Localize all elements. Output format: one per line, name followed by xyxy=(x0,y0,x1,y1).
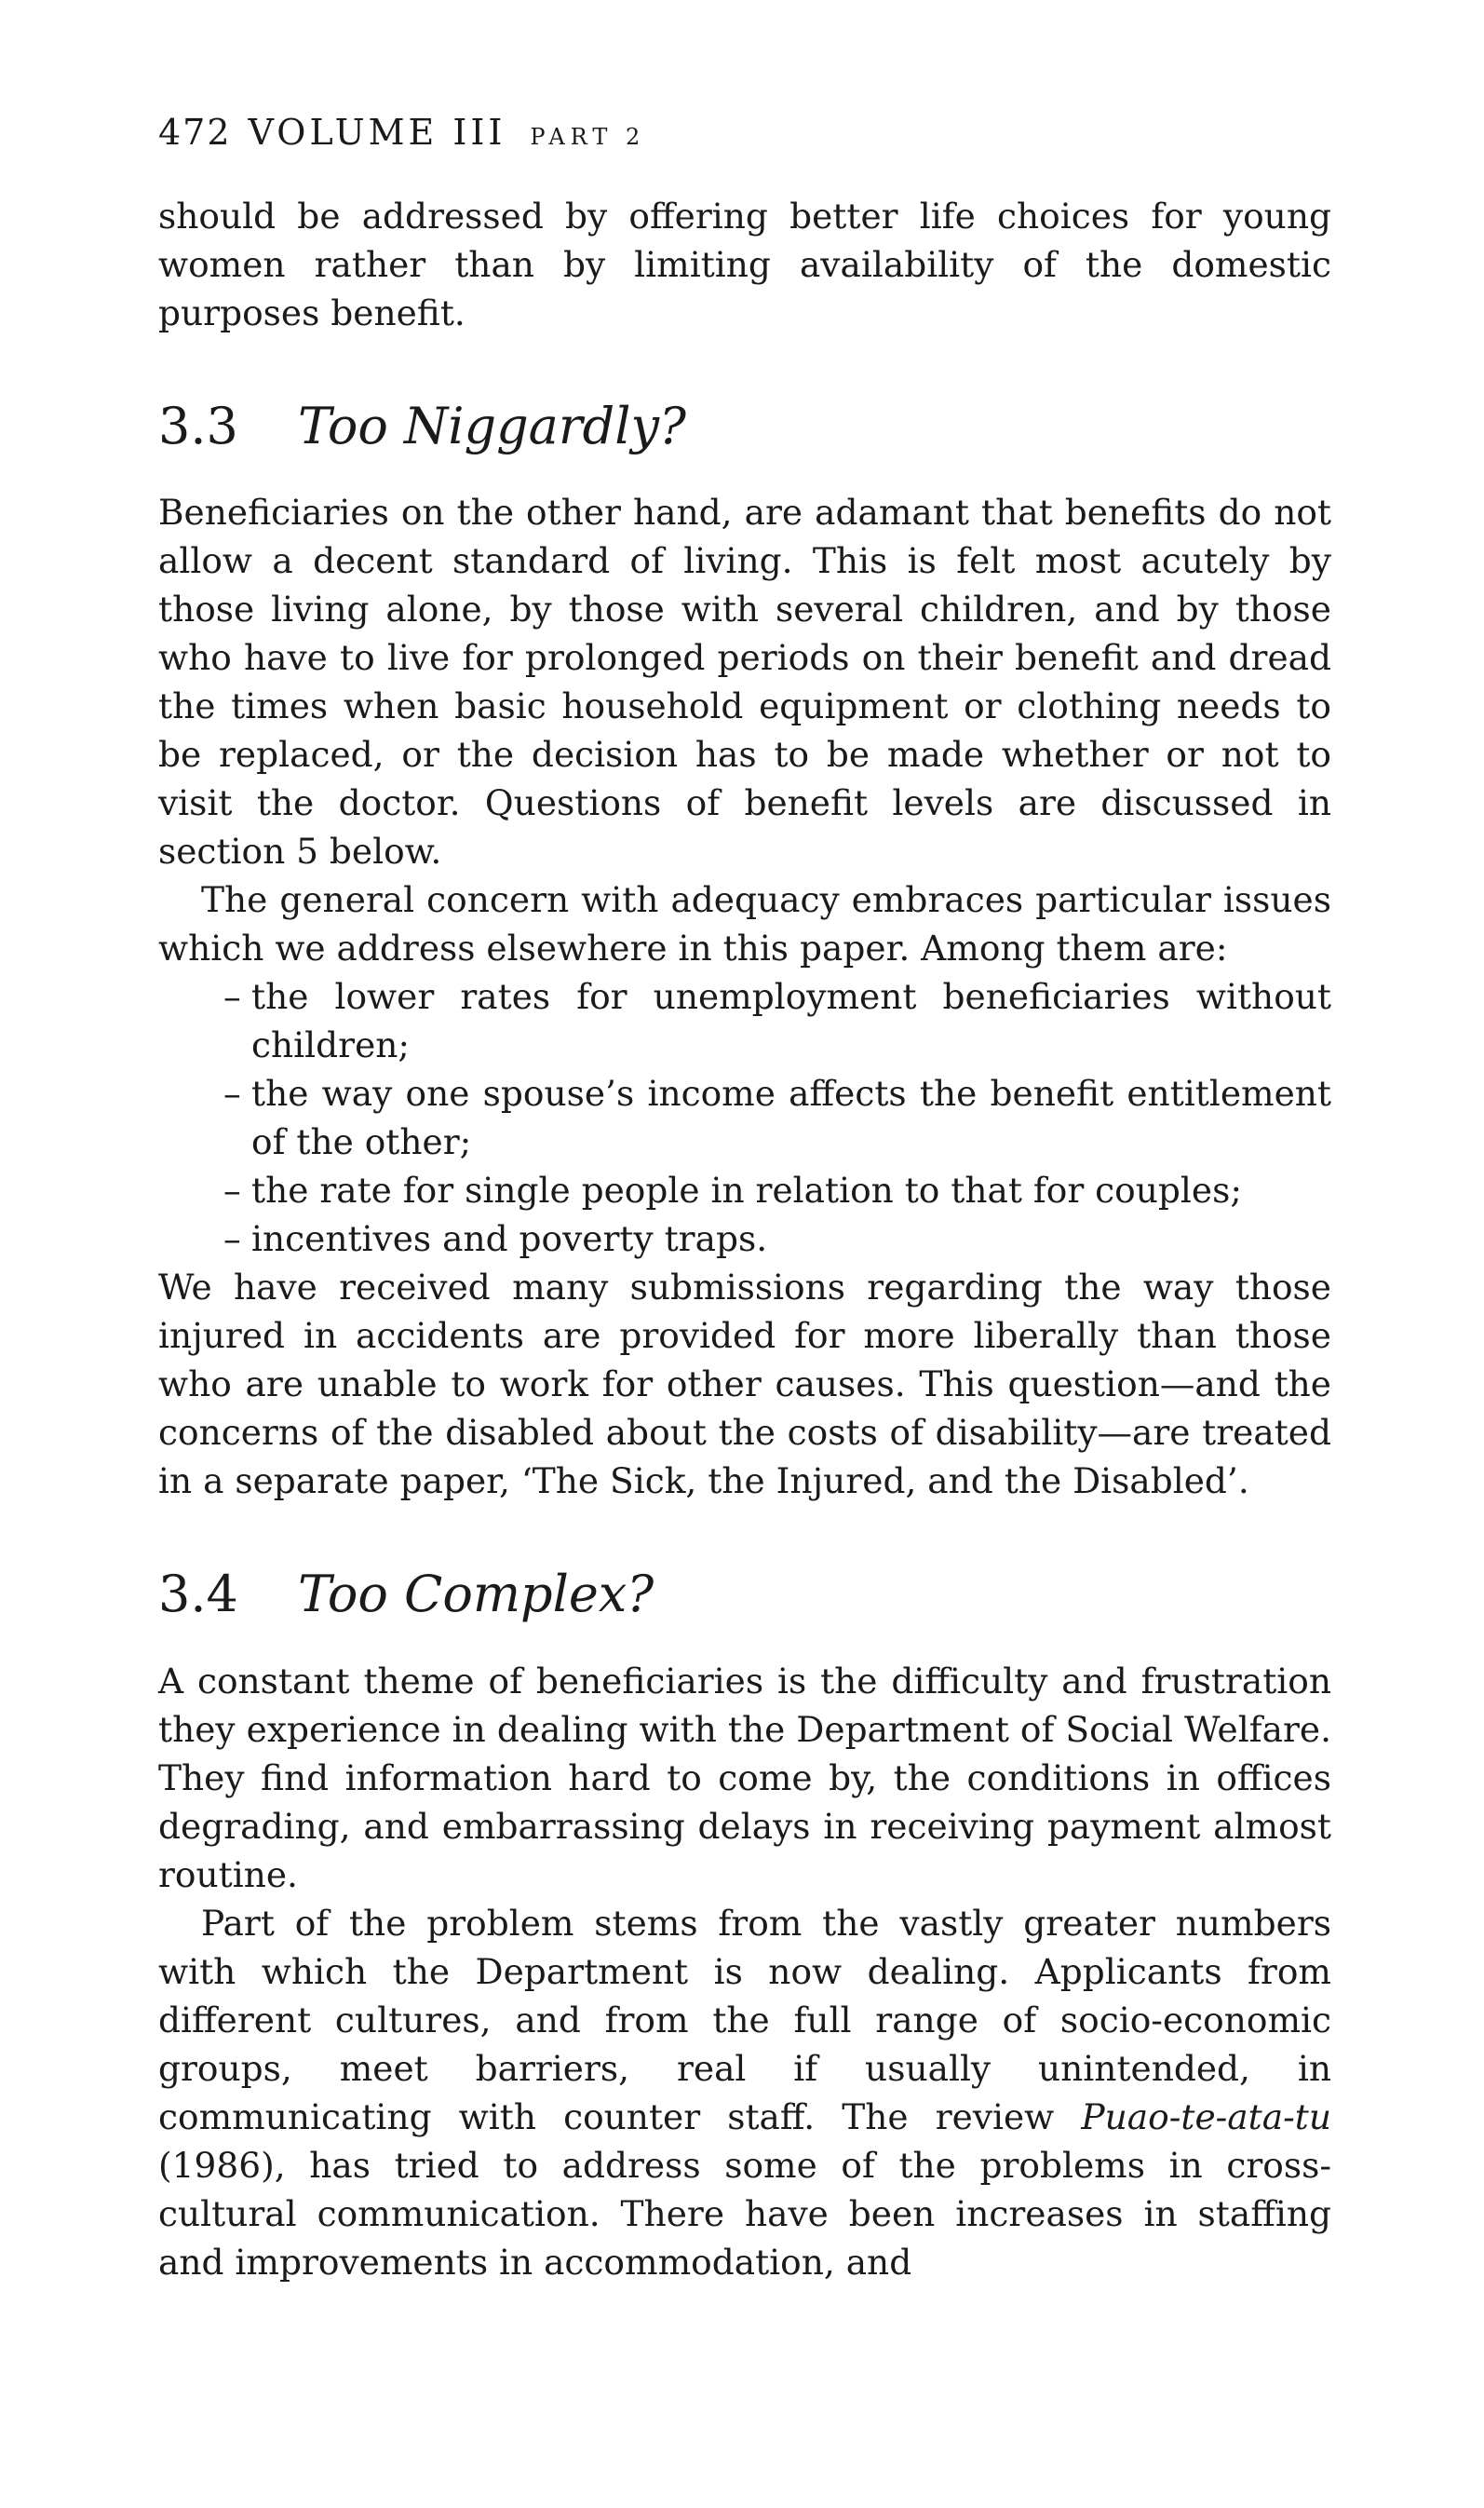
list-item: – the way one spouse’s income affects the benefit entitlement of the other; xyxy=(223,1069,1331,1166)
adequacy-issues-list xyxy=(158,972,1331,1263)
section-3-4-paragraph-2 xyxy=(158,1899,1331,2286)
list-item: – incentives and poverty traps. xyxy=(223,1214,1331,1263)
document-page xyxy=(158,112,1331,2286)
section-3-4-heading xyxy=(158,1565,1331,1625)
list-item: – the lower rates for unemployment beneficiaries without children; xyxy=(223,972,1331,1069)
section-3-3-heading xyxy=(158,397,1331,457)
paragraph-text: (1986), has tried to address some of the problems in cross-cultural communication. There have been increases in staffing and improvements in accommodation, and xyxy=(158,2145,1331,2284)
section-title: Too Complex? xyxy=(298,1565,654,1624)
review-title: Puao-te-ata-tu xyxy=(1081,2096,1331,2138)
section-3-4-paragraph-1: A constant theme of beneficiaries is the difficulty and frustration they experience in dealing with the Department of Social Welfare. They find information hard to come by, the conditions in offices degrading, and embarrassing delays in receiving payment almost routine. xyxy=(158,1661,1331,1896)
intro-paragraph: should be addressed by offering better life choices for young women rather than by limiting availability of the domestic purposes benefit. xyxy=(158,195,1331,333)
section-3-3-paragraph-3: We have received many submissions regarding the way those injured in accidents are provided for more liberally than those who are unable to work for other causes. This question—and the concerns of the disabled about the costs of disability—are treated in a separate paper, ‘The Sick, the Injured, and the Disabled’. xyxy=(158,1267,1331,1502)
part-label: PART 2 xyxy=(530,124,646,150)
page-number: 472 xyxy=(158,112,232,153)
volume-label: VOLUME III xyxy=(248,112,506,153)
section-title: Too Niggardly? xyxy=(298,396,686,455)
list-item: – the rate for single people in relation to that for couples; xyxy=(223,1166,1331,1214)
section-3-3-paragraph-2: The general concern with adequacy embraces particular issues which we address elsewhere in this paper. Among them are: xyxy=(158,879,1331,969)
paragraph-text: Part of the problem stems from the vastly greater numbers with which the Department is now dealing. Applicants from different cultures, and from the full range of socio-economic groups, meet barriers, real if usually unintended, in communicating with counter staff. The review xyxy=(158,1903,1331,2138)
section-3-3-paragraph-1: Beneficiaries on the other hand, are adamant that benefits do not allow a decent standard of living. This is felt most acutely by those living alone, by those with several children, and by those who have to live for prolonged periods on their benefit and dread the times when basic household equipment or clothing needs to be replaced, or the decision has to be made whether or not to visit the doctor. Questions of benefit levels are discussed in section 5 below. xyxy=(158,492,1331,873)
section-number: 3.3 xyxy=(158,396,238,455)
running-header xyxy=(158,112,1331,155)
section-number: 3.4 xyxy=(158,1565,238,1624)
